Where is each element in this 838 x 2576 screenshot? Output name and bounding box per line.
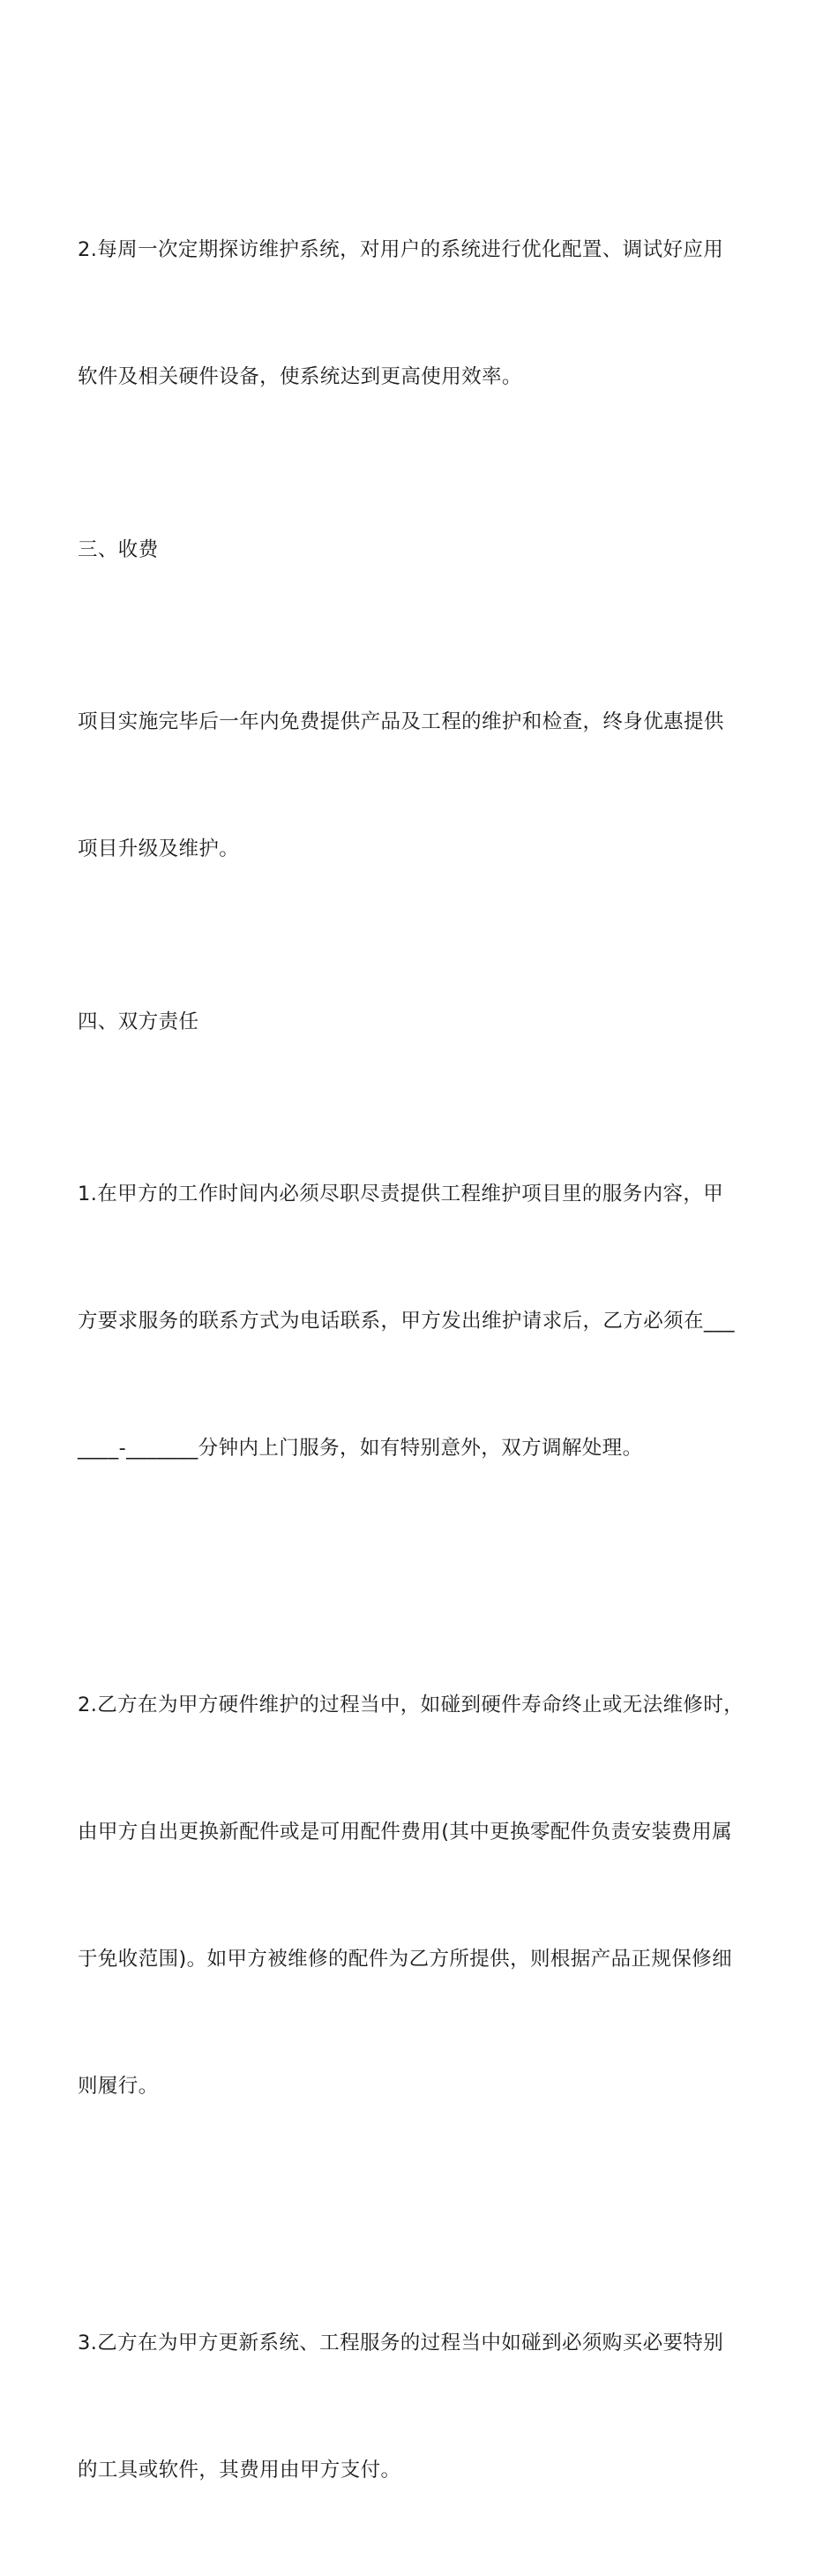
- section-heading-fees: 三、收费: [78, 538, 159, 561]
- text-line: 由甲方自出更换新配件或是可用配件费用(其中更换零配件负责安装费用属: [78, 1821, 732, 1844]
- paragraph-maintenance-visits: [78, 144, 766, 483]
- text-line: 项目实施完毕后一年内免费提供产品及工程的维护和检查，终身优惠提供: [78, 710, 724, 733]
- text-line: 方要求服务的联系方式为电话联系，甲方发出维护请求后，乙方必须在___: [78, 1310, 735, 1333]
- text-line: 3.乙方在为甲方更新系统、工程服务的过程当中如碰到必须购买必要特别: [78, 2332, 724, 2354]
- text-line: 的工具或软件，其费用由甲方支付。: [78, 2459, 401, 2482]
- text-line: 软件及相关硬件设备，使系统达到更高使用效率。: [78, 365, 522, 388]
- text-line: 项目升级及维护。: [78, 837, 240, 860]
- document-page: [78, 144, 766, 2576]
- text-line: ____-_______分钟内上门服务，如有特别意外，双方调解处理。: [78, 1437, 643, 1460]
- text-line: 则履行。: [78, 2075, 159, 2098]
- paragraph-responsibility-3: [78, 2237, 766, 2576]
- paragraph-responsibility-1: [78, 1088, 766, 1554]
- paragraph-fees: [78, 616, 766, 955]
- text-line: 2.每周一次定期探访维护系统，对用户的系统进行优化配置、调试好应用: [78, 238, 724, 261]
- text-line: 于免收范围)。如甲方被维修的配件为乙方所提供，则根据产品正规保修细: [78, 1948, 732, 1971]
- text-line: 1.在甲方的工作时间内必须尽职尽责提供工程维护项目里的服务内容，甲: [78, 1183, 724, 1205]
- section-heading-responsibilities: 四、双方责任: [78, 1010, 199, 1033]
- text-line: 2.乙方在为甲方硬件维护的过程当中，如碰到硬件寿命终止或无法维修时，: [78, 1694, 744, 1716]
- paragraph-responsibility-2: [78, 1599, 766, 2192]
